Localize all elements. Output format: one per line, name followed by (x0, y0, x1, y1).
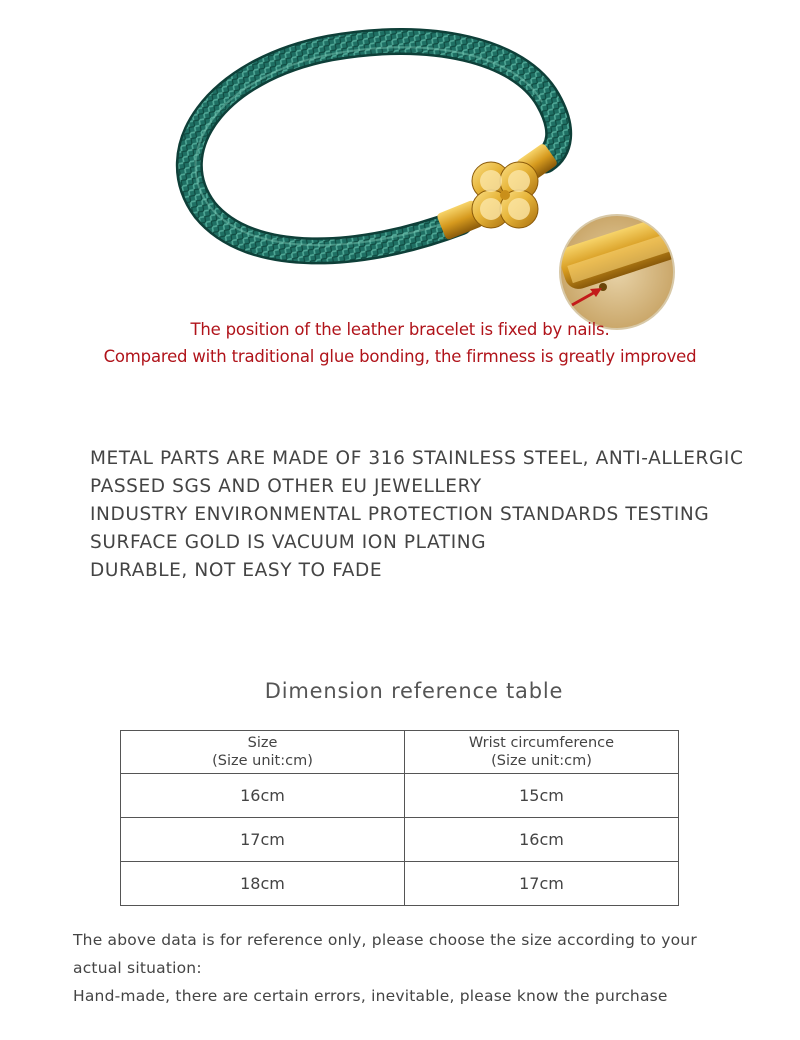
product-image (0, 0, 800, 330)
table-row (121, 774, 679, 818)
spec-line: INDUSTRY ENVIRONMENTAL PROTECTION STANDARDS TESTING (90, 504, 710, 525)
table-row (121, 818, 679, 862)
header-unit: (Size unit:cm) (491, 753, 592, 769)
table-header-cell (121, 731, 405, 774)
note-line: The above data is for reference only, please choose the size according to your (73, 931, 697, 949)
table-row (121, 862, 679, 906)
spec-line: DURABLE, NOT EASY TO FADE (90, 560, 383, 581)
caption-line-2: Compared with traditional glue bonding, the firmness is greatly improved (103, 347, 697, 366)
table-header-cell (405, 731, 679, 774)
caption-line-1: The position of the leather bracelet is fixed by nails. (190, 320, 610, 339)
table-cell: 15cm (405, 774, 679, 818)
header-unit: (Size unit:cm) (212, 753, 313, 769)
table-cell: 17cm (121, 818, 405, 862)
header-label: Wrist circumference (468, 735, 615, 751)
spec-line: SURFACE GOLD IS VACUUM ION PLATING (90, 532, 487, 553)
table-header-row (121, 731, 679, 774)
table-cell: 16cm (121, 774, 405, 818)
note-line: actual situation: (73, 959, 202, 977)
table-cell: 18cm (121, 862, 405, 906)
table-title: Dimension reference table (264, 679, 564, 703)
dimension-table (120, 730, 679, 906)
header-label: Size (247, 735, 278, 751)
spec-line: PASSED SGS AND OTHER EU JEWELLERY (90, 476, 482, 497)
note-line: Hand-made, there are certain errors, inevitable, please know the purchase (73, 987, 668, 1005)
zoom-detail (556, 214, 687, 329)
clover-clasp (472, 162, 538, 228)
table-cell: 16cm (405, 818, 679, 862)
spec-line: METAL PARTS ARE MADE OF 316 STAINLESS STEEL, ANTI-ALLERGIC (90, 448, 744, 469)
table-cell: 17cm (405, 862, 679, 906)
